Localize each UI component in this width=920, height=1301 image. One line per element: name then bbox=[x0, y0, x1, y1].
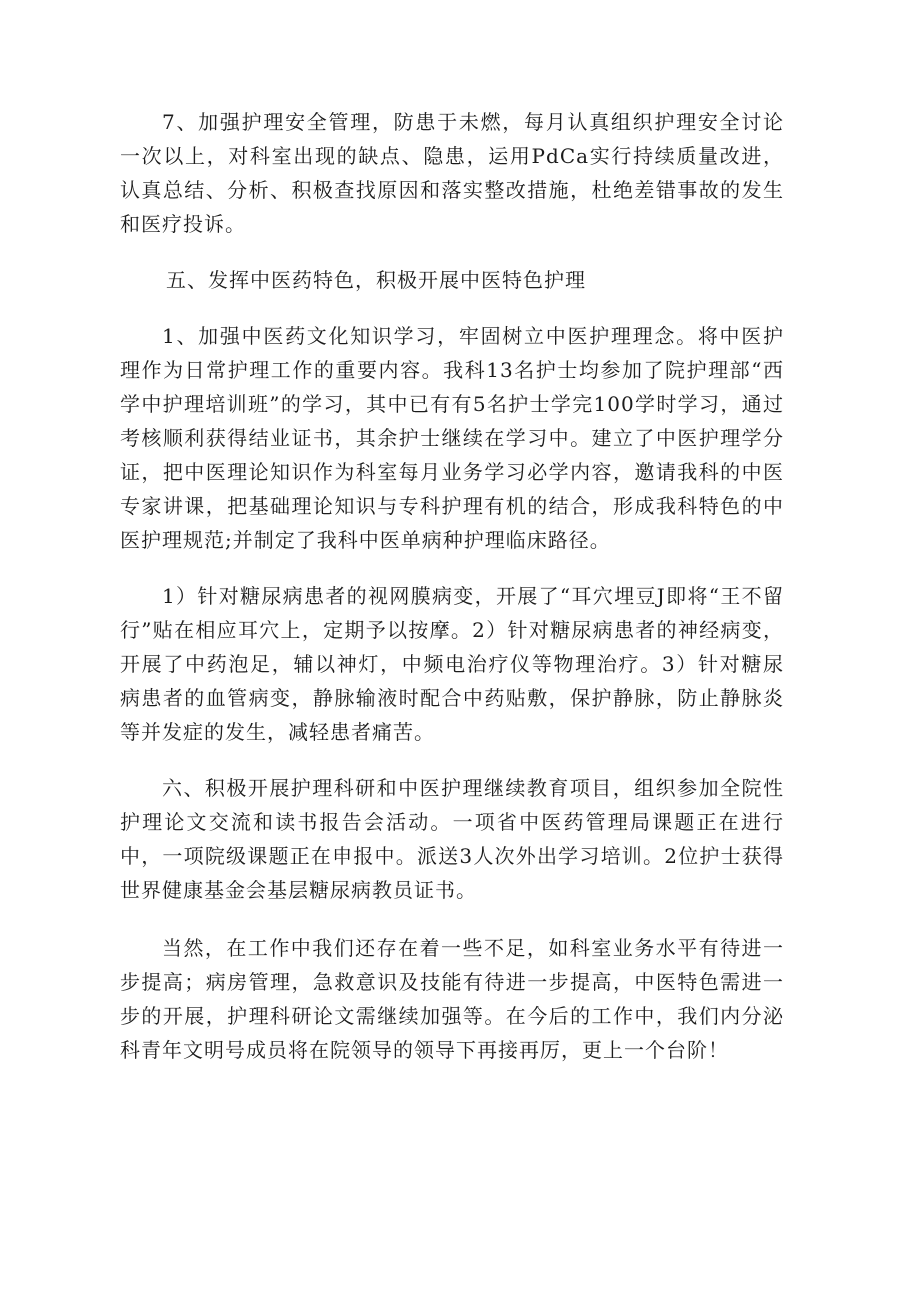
paragraph-diabetes-treatments: 1）针对糖尿病患者的视网膜病变，开展了“耳穴埋豆J即将“王不留行”贴在相应耳穴上，定期予以按摩。2）针对糖尿病患者的神经病变，开展了中药泡足，辅以神灯，中频电治疗仪等物理治疗。3）针对糖尿病患者的血管病变，静脉输液时配合中药贴敷，保护静脉，防止静脉炎等并发症的发生，减轻患者痛苦。 bbox=[120, 584, 784, 744]
paragraph-tcm-culture-study: 1、加强中医药文化知识学习，牢固树立中医护理理念。将中医护理作为日常护理工作的重要内容。我科13名护士均参加了院护理部“西学中护理培训班”的学习，其中已有有5名护士学完100学时学习，通过考核顺利获得结业证书，其余护士继续在学习中。建立了中医护理学分证，把中医理论知识作为科室每月业务学习必学内容，邀请我科的中医专家讲课，把基础理论知识与专科护理有机的结合，形成我科特色的中医护理规范;并制定了我科中医单病种护理临床路径。 bbox=[120, 324, 784, 552]
document-body bbox=[120, 105, 784, 1067]
paragraph-safety-management: 7、加强护理安全管理，防患于未燃，每月认真组织护理安全讨论一次以上，对科室出现的缺点、隐患，运用PdCa实行持续质量改进，认真总结、分析、积极查找原因和落实整改措施，杜绝差错事故的发生和医疗投诉。 bbox=[120, 110, 784, 236]
section-heading-tcm-nursing: 五、发挥中医药特色，积极开展中医特色护理 bbox=[166, 268, 586, 292]
paragraph-research-education: 六、积极开展护理科研和中医护理继续教育项目，组织参加全院性护理论文交流和读书报告会活动。一项省中医药管理局课题正在进行中，一项院级课题正在申报中。派送3人次外出学习培训。2位护士获得世界健康基金会基层糖尿病教员证书。 bbox=[120, 776, 784, 902]
paragraph-conclusion: 当然，在工作中我们还存在着一些不足，如科室业务水平有待进一步提高；病房管理，急救意识及技能有待进一步提高，中医特色需进一步的开展，护理科研论文需继续加强等。在今后的工作中，我们内分泌科青年文明号成员将在院领导的领导下再接再厉，更上一个台阶！ bbox=[120, 936, 784, 1062]
